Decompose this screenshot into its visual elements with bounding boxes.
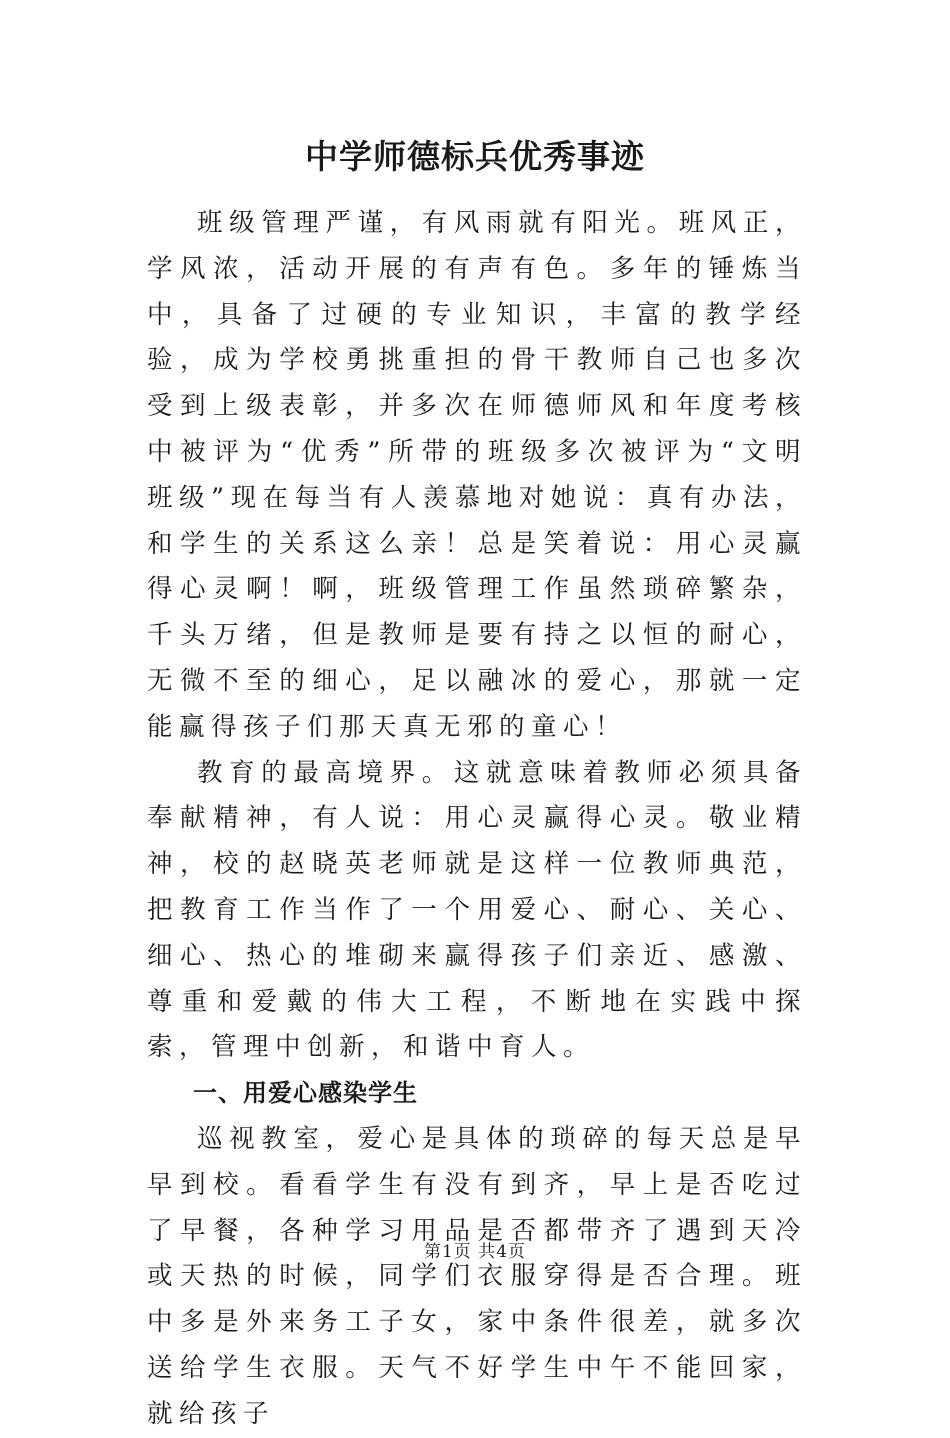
section-heading: 一、用爱心感染学生 xyxy=(193,1079,418,1108)
document-title: 中学师德标兵优秀事迹 xyxy=(305,137,645,176)
paragraph: 巡视教室，爱心是具体的琐碎的每天总是早早到校。看看学生有没有到齐，早上是否吃过了早餐，各种学习用品是否都带齐了遇到天冷或天热的时候，同学们衣服穿得是否合理。班中多是外来务工子女，家中条件很差，就多次送给学生衣服。天气不好学生中午不能回家，就给孩子 xyxy=(147,1123,807,1429)
paragraph: 教育的最高境界。这就意味着教师必须具备奉献精神，有人说：用心灵赢得心灵。敬业精神，校的赵晓英老师就是这样一位教师典范，把教育工作当作了一个用爱心、耐心、关心、细心、热心的堆砌来赢得孩子们亲近、感激、尊重和爱戴的伟大工程，不断地在实践中探索，管理中创新，和谐中育人。 xyxy=(147,757,807,1063)
paragraph: 班级管理严谨，有风雨就有阳光。班风正，学风浓，活动开展的有声有色。多年的锤炼当中，具备了过硬的专业知识，丰富的教学经验，成为学校勇挑重担的骨干教师自己也多次受到上级表彰，并多次在师德师风和年度考核中被评为“优秀”所带的班级多次被评为“文明班级”现在每当有人羡慕地对她说：真有办法，和学生的关系这么亲！总是笑着说：用心灵赢得心灵啊！啊，班级管理工作虽然琐碎繁杂，千头万绪，但是教师是要有持之以恒的耐心，无微不至的细心，足以融冰的爱心，那就一定能赢得孩子们那天真无邪的童心！ xyxy=(147,208,807,742)
page-footer: 第1页 共4页 xyxy=(423,1242,527,1262)
